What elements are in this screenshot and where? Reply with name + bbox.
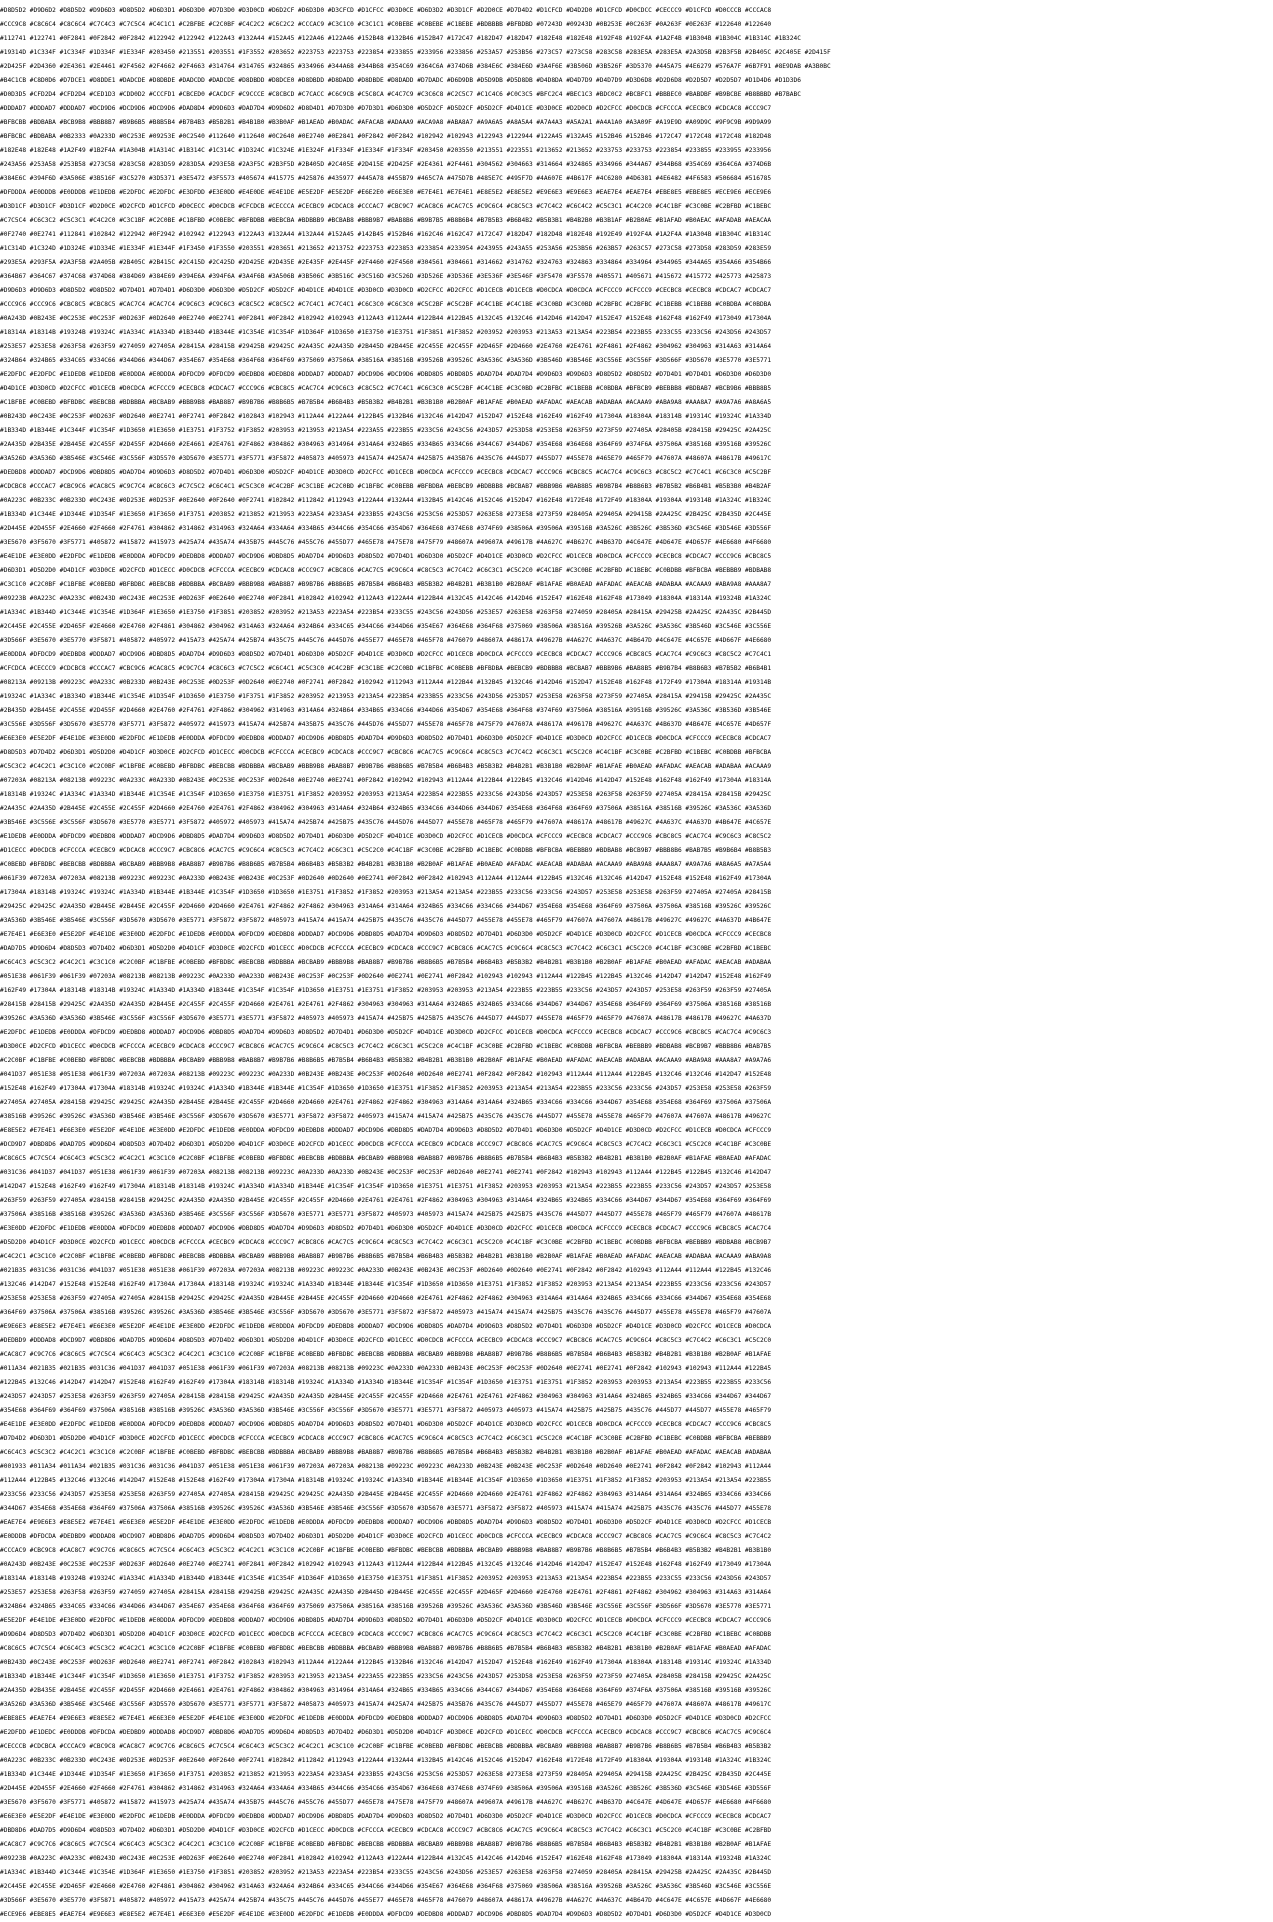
hex-line: #DCD9D7 #DBD8D6 #DAD7D5 #D9D6D4 #D8D5D3 #D7D4D2 #D6D3D1 #D5D2D0 #D4D1CF #D3D0CE #D2CFCD #D1CECC #D0CDCB #CFCCCA #CECBC9 #CDCAC8 #CCC9C7 #CBC8C6 #CAC7C5 #C9C6C4 #C8C5C3 #C7C4C2 #C6C3C1 #C5C2C0 #C4C1BF #C3C0BE [0,1141,772,1148]
hex-line: #07203A #08213A #08213B #09223C #0A233C #0A233D #0B243E #0C253E #0C253F #0D2640 #0E2740 #0E2741 #0F2842 #102942 #102943 #112A44 #122B44 #122B45 #132C46 #142D46 #142D47 #152E48 #162F48 #162F49 #17304A #18314A [0,777,772,784]
hex-line: #041D37 #051E38 #051E38 #061F39 #07203A #07203A #08213B #09223C #09223C #0A233D #0B243E #0B243E #0C253F #0D2640 #0D2640 #0E2741 #0F2842 #0F2842 #102943 #112A44 #112A44 #122B45 #132C46 #132C46 #142D47 #152E48 [0,1071,772,1078]
hex-line: #051E38 #061F39 #061F39 #07203A #08213B #08213B #09223C #0A233D #0A233D #0B243E #0C253F #0C253F #0D2640 #0E2741 #0E2741 #0F2842 #102943 #102943 #112A44 #122B45 #122B45 #132C46 #142D47 #142D47 #152E48 #162F49 [0,973,772,980]
hex-line: #D5D2D0 #D4D1CF #D3D0CE #D2CFCD #D1CECC #D0CDCB #CFCCCA #CECBC9 #CDCAC8 #CCC9C7 #CBC8C6 #CAC7C5 #C9C6C4 #C8C5C3 #C7C4C2 #C6C3C1 #C5C2C0 #C4C1BF #C3C0BE #C2BFBD #C1BEBC #C0BDBB #BFBCBA #BEBBB9 #BDBAB8 #BCB9B7 [0,1239,772,1246]
hex-line: #E6E3E0 #E5E2DF #E4E1DE #E3E0DD #E2DFDC #E1DEDB #E0DDDA #DFDCD9 #DEDBD8 #DDDAD7 #DCD9D6 #DBD8D5 #DAD7D4 #D9D6D3 #D8D5D2 #D7D4D1 #D6D3D0 #D5D2CF #D4D1CE #D3D0CD #D2CFCC #D1CECB #D0CDCA #CFCCC9 #CECBC8 #CDCAC7 [0,1813,772,1820]
hex-line: #09223B #0A223C #0A233C #0B243D #0C243E #0C253E #0D263F #0E2640 #0E2740 #0F2841 #102842 #102942 #112A43 #122A44 #122B44 #132C45 #142C46 #142D46 #152E47 #162E48 #162F48 #173049 #18304A #18314A #19324B #1A324C [0,1855,772,1862]
hex-line: #1C314D #1C324D #1D324E #1D334E #1E334F #1E344F #1F3450 #1F3550 #203551 #203651 #213652 #213752 #223753 #223853 #233854 #233954 #243955 #243A55 #253A56 #253B56 #263B57 #263C57 #273C58 #273D58 #283D59 #283E59 [0,245,772,252]
hex-line: #112741 #122741 #0F2841 #0F2842 #0F2842 #122942 #122942 #122A43 #132A44 #152A45 #122A46 #122A46 #152B48 #132B46 #152B47 #172C47 #182D47 #182D47 #182E48 #182E48 #192F48 #192F4A #1A2F4B #1B304B #1B304C #1B314C #1B324C [0,35,801,42]
hex-line: #EBE8E5 #EAE7E4 #E9E6E3 #E8E5E2 #E7E4E1 #E6E3E0 #E5E2DF #E4E1DE #E3E0DD #E2DFDC #E1DEDB #E0DDDA #DFDCD9 #DEDBD8 #DDDAD7 #DCD9D6 #DBD8D5 #DAD7D4 #D9D6D3 #D8D5D2 #D7D4D1 #D6D3D0 #D5D2CF #D4D1CE #D3D0CD #D2CFCC [0,1715,772,1722]
hex-line: #18314A #18314B #19324B #19324C #1A334C #1A334D #1B344D #1B344E #1C354E #1C354F #1D364F #1D3650 #1E3750 #1E3751 #1F3851 #1F3852 #203952 #203953 #213A53 #213A54 #223B54 #223B55 #233C55 #233C56 #243D56 #243D57 [0,329,772,336]
hex-line: #D1CECC #D0CDCB #CFCCCA #CECBC9 #CDCAC8 #CCC9C7 #CBC8C6 #CAC7C5 #C9C6C4 #C8C5C3 #C7C4C2 #C6C3C1 #C5C2C0 #C4C1BF #C3C0BE #C2BFBD #C1BEBC #C0BDBB #BFBCBA #BEBBB9 #BDBAB8 #BCB9B7 #BBB8B6 #BAB7B5 #B9B6B4 #B8B5B3 [0,847,772,854]
hex-line: #C4C2C1 #C3C1C0 #C2C0BF #C1BFBE #C0BEBD #BFBDBC #BEBCBB #BDBBBA #BCBAB9 #BBB9B8 #BAB8B7 #B9B7B6 #B8B6B5 #B7B5B4 #B6B4B3 #B5B3B2 #B4B2B1 #B3B1B0 #B2B0AF #B1AFAE #B0AEAD #AFADAC #AEACAB #ADABAA #ACAAA9 #ABA9A8 [0,1253,772,1260]
hex-line: #1B334D #1C344E #1D344E #1D354F #1E3650 #1F3650 #1F3751 #203852 #213852 #213953 #223A54 #233A54 #233B55 #243C56 #253C56 #253D57 #263E58 #273E58 #273F59 #28405A #29405A #29415B #2A425C #2B425C #2B435D #2C445E [0,1771,772,1778]
hex-line: #E1DEDB #E0DDDA #DFDCD9 #DEDBD8 #DDDAD7 #DCD9D6 #DBD8D5 #DAD7D4 #D9D6D3 #D8D5D2 #D7D4D1 #D6D3D0 #D5D2CF #D4D1CE #D3D0CD #D2CFCC #D1CECB #D0CDCA #CFCCC9 #CECBC8 #CDCAC7 #CCC9C6 #CBC8C5 #CAC7C4 #C9C6C3 #C8C5C2 [0,833,772,840]
hex-line: #243A56 #253A58 #253B58 #273C58 #283C58 #283D59 #283D5A #293E5B #2A3F5C #2B3F5D #2B405D #2C405E #2D415E #2D425F #2E4361 #2F4461 #304562 #304663 #314664 #324865 #334966 #344A67 #344B68 #354C69 #364C6A #374D6B [0,161,772,168]
hex-line: #C8C6C5 #C7C5C4 #C6C4C3 #C5C3C2 #C4C2C1 #C3C1C0 #C2C0BF #C1BFBE #C0BEBD #BFBDBC #BEBCBB #BDBBBA #BCBAB9 #BBB9B8 #BAB8B7 #B9B7B6 #B8B6B5 #B7B5B4 #B6B4B3 #B5B3B2 #B4B2B1 #B3B1B0 #B2B0AF #B1AFAE #B0AEAD #AFADAC [0,1645,772,1652]
hex-line: #344D67 #354E68 #354E68 #364F69 #37506A #37506A #38516B #39526C #39526C #3A536D #3B546E #3B546E #3C556F #3D5670 #3D5670 #3E5771 #3F5872 #3F5872 #405973 #415A74 #415A74 #425B75 #435C76 #435C76 #445D77 #455E78 [0,1505,772,1512]
hex-line: #D3D0CE #D2CFCD #D1CECC #D0CDCB #CFCCCA #CECBC9 #CDCAC8 #CCC9C7 #CBC8C6 #CAC7C5 #C9C6C4 #C8C5C3 #C7C4C2 #C6C3C1 #C5C2C0 #C4C1BF #C3C0BE #C2BFBD #C1BEBC #C0BDBB #BFBCBA #BEBBB9 #BDBAB8 #BCB9B7 #BBB8B6 #BAB7B5 [0,1043,772,1050]
hex-line: #324B64 #324B65 #334C65 #334C66 #344D66 #344D67 #354E67 #354E68 #364F68 #364F69 #375069 #37506A #38516A #38516B #39526B #39526C #3A536C #3A536D #3B546D #3B546E #3C556E #3C556F #3D566F #3D5670 #3E5770 #3E5771 [0,1603,772,1610]
hex-line: #E2DFDD #E1DEDC #E0DDDB #DFDCDA #DEDBD9 #DDDAD8 #DCD9D7 #DBD8D6 #DAD7D5 #D9D6D4 #D8D5D3 #D7D4D2 #D6D3D1 #D5D2D0 #D4D1CF #D3D0CE #D2CFCD #D1CECC #D0CDCB #CFCCCA #CECBC9 #CDCAC8 #CCC9C7 #CBC8C6 #CAC7C5 #C9C6C4 [0,1729,772,1736]
hex-line: #1A334C #1B344D #1C344E #1C354E #1D364F #1E3650 #1E3750 #1F3851 #203852 #203952 #213A53 #223A54 #223B54 #233C55 #243C56 #243D56 #253E57 #263E58 #263F58 #274059 #28405A #28415A #29425B #2A425C #2A435C #2B445D [0,609,772,616]
hex-line: #1A334C #1B344D #1C344E #1C354E #1D364F #1E3650 #1E3750 #1F3851 #203852 #203952 #213A53 #223A54 #223B54 #233C55 #243C56 #243D56 #253E57 #263E58 #263F58 #274059 #28405A #28415A #29425B #2A425C #2A435C #2B445D [0,1869,772,1876]
hex-line: #162F49 #17304A #18314B #18314B #19324C #1A334D #1A334D #1B344E #1C354F #1C354F #1D3650 #1E3751 #1E3751 #1F3852 #203953 #203953 #213A54 #223B55 #223B55 #233C56 #243D57 #243D57 #253E58 #263F59 #263F59 #27405A [0,987,772,994]
hex-line: #DEDBD9 #DDDAD8 #DCD9D7 #DBD8D6 #DAD7D5 #D9D6D4 #D8D5D3 #D7D4D2 #D6D3D1 #D5D2D0 #D4D1CF #D3D0CE #D2CFCD #D1CECC #D0CDCB #CFCCCA #CECBC9 #CDCAC8 #CCC9C7 #CBC8C6 #CAC7C5 #C9C6C4 #C8C5C3 #C7C4C2 #C6C3C1 #C5C2C0 [0,1337,772,1344]
hex-line: #C7C5C4 #C6C3C2 #C5C3C1 #C4C2C0 #C3C1BF #C2C0BE #C1BFBD #C0BEBC #BFBDBB #BEBCBA #BDBBB9 #BCBAB8 #BBB9B7 #BAB8B6 #B9B7B5 #B8B6B4 #B7B5B3 #B6B4B2 #B5B3B1 #B4B2B0 #B3B1AF #B2B0AE #B1AFAD #B0AEAC #AFADAB #AEACAA [0,217,772,224]
hex-line: #E9E6E3 #E8E5E2 #E7E4E1 #E6E3E0 #E5E2DF #E4E1DE #E3E0DD #E2DFDC #E1DEDB #E0DDDA #DFDCD9 #DEDBD8 #DDDAD7 #DCD9D6 #DBD8D5 #DAD7D4 #D9D6D3 #D8D5D2 #D7D4D1 #D6D3D0 #D5D2CF #D4D1CE #D3D0CD #D2CFCC #D1CECB #D0CDCA [0,1323,772,1330]
hex-line: #37506A #38516B #38516B #39526C #3A536D #3A536D #3B546E #3C556F #3C556F #3D5670 #3E5771 #3E5771 #3F5872 #405973 #405973 #415A74 #425B75 #425B75 #435C76 #445D77 #445D77 #455E78 #465F79 #465F79 #47607A #48617B [0,1211,772,1218]
hex-line: #182E48 #182E48 #1A2F49 #1B2F4A #1A304B #1A314C #1B314C #1C314C #1D324C #1C324E #1E324F #1F334F #1E334F #1F334F #203450 #203550 #213551 #223551 #213652 #213652 #233753 #233753 #223854 #233855 #233955 #233956 [0,147,772,154]
hex-line: #CCC9C6 #CCC9C6 #CBC8C5 #CBC8C5 #CAC7C4 #CAC7C4 #C9C6C3 #C9C6C3 #C8C5C2 #C8C5C2 #C7C4C1 #C7C4C1 #C6C3C0 #C6C3C0 #C5C2BF #C5C2BF #C4C1BE #C4C1BE #C3C0BD #C3C0BD #C2BFBC #C2BFBC #C1BEBB #C1BEBB #C0BDBA #C0BDBA [0,301,772,308]
hex-line: #1B334D #1B344E #1C344F #1C354F #1D3650 #1E3650 #1E3751 #1F3752 #1F3852 #203953 #213953 #213A54 #223A55 #223B55 #233C56 #243C56 #243D57 #253D58 #253E58 #263F59 #273F59 #27405A #28405B #28415B #29425C #2A425C [0,427,772,434]
hex-line: #1B334D #1C344E #1D344E #1D354F #1E3650 #1F3650 #1F3751 #203852 #213852 #213953 #223A54 #233A54 #233B55 #243C56 #253C56 #253D57 #263E58 #273E58 #273F59 #28405A #29405A #29415B #2A425C #2B425C #2B435D #2C445E [0,511,772,518]
hex-line: #1B334D #1B344E #1C344F #1C354F #1D3650 #1E3650 #1E3751 #1F3752 #1F3852 #203953 #213953 #213A54 #223A55 #223B55 #233C56 #243C56 #243D57 #253D58 #253E58 #263F59 #273F59 #27405A #28405B #28415B #29425C #2A425C [0,1673,772,1680]
hex-line: #18314A #18314B #19324B #19324C #1A334C #1A334D #1B344D #1B344E #1C354E #1C354F #1D364F #1D3650 #1E3750 #1E3751 #1F3851 #1F3852 #203952 #203953 #213A53 #213A54 #223B54 #223B55 #233C55 #233C56 #243D56 #243D57 [0,1575,772,1582]
hex-line: #DEDBD8 #DDDAD7 #DCD9D6 #DBD8D5 #DAD7D4 #D9D6D3 #D8D5D2 #D7D4D1 #D6D3D0 #D5D2CF #D4D1CE #D3D0CD #D2CFCC #D1CECB #D0CDCA #CFCCC9 #CECBC8 #CDCAC7 #CCC9C6 #CBC8C5 #CAC7C4 #C9C6C3 #C8C5C2 #C7C4C1 #C6C3C0 #C5C2BF [0,469,772,476]
hex-line: #021B35 #031C36 #031C36 #041D37 #051E38 #051E38 #061F39 #07203A #07203A #08213B #09223C #09223C #0A233D #0B243E #0B243E #0C253F #0D2640 #0D2640 #0E2741 #0F2842 #0F2842 #102943 #112A44 #112A44 #122B45 #132C46 [0,1267,772,1274]
hex-line: #3C556E #3D556F #3D5670 #3E5770 #3F5771 #3F5872 #405972 #415973 #415A74 #425B74 #435B75 #435C76 #445D76 #455D77 #455E78 #465F78 #475F79 #47607A #48617A #49617B #49627C #4A637C #4B637D #4B647E #4C657E #4D657F [0,721,772,728]
hex-line: #031C36 #041D37 #041D37 #051E38 #061F39 #061F39 #07203A #08213B #08213B #09223C #0A233D #0A233D #0B243E #0C253F #0C253F #0D2640 #0E2741 #0E2741 #0F2842 #102943 #102943 #112A44 #122B45 #122B45 #132C46 #142D47 [0,1169,772,1176]
hex-line: #CCCAC9 #CBC9C8 #CAC8C7 #C9C7C6 #C8C6C5 #C7C5C4 #C6C4C3 #C5C3C2 #C4C2C1 #C3C1C0 #C2C0BF #C1BFBE #C0BEBD #BFBDBC #BEBCBB #BDBBBA #BCBAB9 #BBB9B8 #BAB8B7 #B9B7B6 #B8B6B5 #B7B5B4 #B6B4B3 #B5B3B2 #B4B2B1 #B3B1B0 [0,1547,772,1554]
hex-line: #DDDAD7 #DDDAD7 #DDDAD7 #DCD9D6 #DCD9D6 #DCD9D6 #DAD8D4 #D9D6D3 #DAD7D4 #D9D6D2 #D8D4D1 #D7D3D0 #D7D3D1 #D6D3D0 #D5D2CF #D5D2CF #D5D2CF #D4D1CE #D3D0CE #D2D0CD #D2CFCC #D0CDCB #CFCCCA #CECBC9 #CDCAC8 #CCC9C7 [0,105,772,112]
hex-line: #243D57 #243D57 #253E58 #263F59 #263F59 #27405A #28415B #28415B #29425C #2A435D #2A435D #2B445E #2C455F #2C455F #2D4660 #2E4761 #2E4761 #2F4862 #304963 #304963 #314A64 #324B65 #324B65 #334C66 #344D67 #344D67 [0,1393,772,1400]
hex-line: #E4E1DE #E3E0DD #E2DFDC #E1DEDB #E0DDDA #DFDCD9 #DEDBD8 #DDDAD7 #DCD9D6 #DBD8D5 #DAD7D4 #D9D6D3 #D8D5D2 #D7D4D1 #D6D3D0 #D5D2CF #D4D1CE #D3D0CD #D2CFCC #D1CECB #D0CDCA #CFCCC9 #CECBC8 #CDCAC7 #CCC9C6 #CBC8C5 [0,1421,772,1428]
hex-line: #DBD8D6 #DAD7D5 #D9D6D4 #D8D5D3 #D7D4D2 #D6D3D1 #D5D2D0 #D4D1CF #D3D0CE #D2CFCD #D1CECC #D0CDCB #CFCCCA #CECBC9 #CDCAC8 #CCC9C7 #CBC8C6 #CAC7C5 #C9C6C4 #C8C5C3 #C7C4C2 #C6C3C1 #C5C2C0 #C4C1BF #C3C0BE #C2BFBD [0,1827,772,1834]
hex-line: #122B45 #132C46 #142D47 #142D47 #152E48 #162F49 #162F49 #17304A #18314B #18314B #19324C #1A334D #1A334D #1B344E #1C354F #1C354F #1D3650 #1E3751 #1E3751 #1F3852 #203953 #203953 #213A54 #223B55 #223B55 #233C56 [0,1379,772,1386]
hex-line: #253E57 #253E58 #263F58 #263F59 #274059 #27405A #28415A #28415B #29425B #29425C #2A435C #2A435D #2B445D #2B445E #2C455E #2C455F #2D465F #2D4660 #2E4760 #2E4761 #2F4861 #2F4862 #304962 #304963 #314A63 #314A64 [0,343,772,350]
hex-line: #19314D #1C334F #1C334F #1D334F #1E334F #203450 #213551 #203551 #1F3552 #203652 #223753 #223753 #223854 #233855 #233956 #233856 #253A57 #253B56 #273C57 #273C58 #283C58 #283E5A #283E5A #2A3D5B #2B3F5B #2B405C #2C405E #2D415F [0,49,831,56]
hex-line: #0B243D #0C243E #0C253F #0D263F #0D2640 #0E2741 #0F2741 #0F2842 #102843 #102943 #112A44 #122A44 #122B45 #132B46 #132C46 #142D47 #152D47 #152E48 #162E49 #162F49 #17304A #18304A #18314B #19314C #19324C #1A334D [0,413,772,420]
hex-line: #D8D5D3 #D7D4D2 #D6D3D1 #D5D2D0 #D4D1CF #D3D0CE #D2CFCD #D1CECC #D0CDCB #CFCCCA #CECBC9 #CDCAC8 #CCC9C7 #CBC8C6 #CAC7C5 #C9C6C4 #C8C5C3 #C7C4C2 #C6C3C1 #C5C2C0 #C4C1BF #C3C0BE #C2BFBD #C1BEBC #C0BDBB #BFBCBA [0,749,772,756]
hex-line: #C2C0BF #C1BFBE #C0BEBD #BFBDBC #BEBCBB #BDBBBA #BCBAB9 #BBB9B8 #BAB8B7 #B9B7B6 #B8B6B5 #B7B5B4 #B6B4B3 #B5B3B2 #B4B2B1 #B3B1B0 #B2B0AF #B1AFAE #B0AEAD #AFADAC #AEACAB #ADABAA #ACAAA9 #ABA9A8 #AAA8A7 #A9A7A6 [0,1057,772,1064]
hex-line: #DAD7D5 #D9D6D4 #D8D5D3 #D7D4D2 #D6D3D1 #D5D2D0 #D4D1CF #D3D0CE #D2CFCD #D1CECC #D0CDCB #CFCCCA #CECBC9 #CDCAC8 #CCC9C7 #CBC8C6 #CAC7C5 #C9C6C4 #C8C5C3 #C7C4C2 #C6C3C1 #C5C2C0 #C4C1BF #C3C0BE #C2BFBD #C1BEBC [0,945,772,952]
hex-line: #D3D1CF #D3D1CF #D3D1CF #D2D0CE #D2CFCD #D1CFCD #D0CECC #D0CDCB #CFCDCB #CECCCA #CECBC9 #CDCAC8 #CCCAC7 #CBC9C7 #CAC8C6 #CAC7C5 #C9C6C4 #C8C5C3 #C7C4C2 #C6C4C2 #C5C3C1 #C4C2C0 #C4C1BF #C3C0BE #C2BFBD #C1BEBC [0,203,772,210]
hex-line: #011A34 #021B35 #021B35 #031C36 #041D37 #041D37 #051E38 #061F39 #061F39 #07203A #08213B #08213B #09223C #0A233D #0A233D #0B243E #0C253F #0C253F #0D2640 #0E2741 #0E2741 #0F2842 #102943 #102943 #112A44 #122B45 [0,1365,772,1372]
hex-line: #D0D3D5 #CFD2D4 #CFD2D4 #CED1D3 #CDD0D2 #CCCFD1 #CBCED0 #CACDCF #C9CCCE #C8CBCD #C7CACC #C6C9CB #C5C8CA #C4C7C9 #C3C6C8 #C2C5C7 #C1C4C6 #C0C3C5 #BFC2C4 #BEC1C3 #BDC0C2 #BCBFC1 #BBBEC0 #BABDBF #B9BCBE #B8BBBD #B7BABC [0,91,801,98]
hex-line: #E8E5E2 #E7E4E1 #E6E3E0 #E5E2DF #E4E1DE #E3E0DD #E2DFDC #E1DEDB #E0DDDA #DFDCD9 #DEDBD8 #DDDAD7 #DCD9D6 #DBD8D5 #DAD7D4 #D9D6D3 #D8D5D2 #D7D4D1 #D6D3D0 #D5D2CF #D4D1CE #D3D0CD #D2CFCC #D1CECB #D0CDCA #CFCCC9 [0,1127,772,1134]
hex-line: #27405A #27405A #28415B #29425C #29425C #2A435D #2B445E #2B445E #2C455F #2D4660 #2D4660 #2E4761 #2F4862 #2F4862 #304963 #314A64 #314A64 #324B65 #334C66 #334C66 #344D67 #354E68 #354E68 #364F69 #37506A #37506A [0,1099,772,1106]
hex-line: #C6C4C3 #C5C3C2 #C4C2C1 #C3C1C0 #C2C0BF #C1BFBE #C0BEBD #BFBDBC #BEBCBB #BDBBBA #BCBAB9 #BBB9B8 #BAB8B7 #B9B7B6 #B8B6B5 #B7B5B4 #B6B4B3 #B5B3B2 #B4B2B1 #B3B1B0 #B2B0AF #B1AFAE #B0AEAD #AFADAC #AEACAB #ADABAA [0,1449,772,1456]
hex-line: #E3E0DD #E2DFDC #E1DEDB #E0DDDA #DFDCD9 #DEDBD8 #DDDAD7 #DCD9D6 #DBD8D5 #DAD7D4 #D9D6D3 #D8D5D2 #D7D4D1 #D6D3D0 #D5D2CF #D4D1CE #D3D0CD #D2CFCC #D1CECB #D0CDCA #CFCCC9 #CECBC8 #CDCAC7 #CCC9C6 #CBC8C5 #CAC7C4 [0,1225,772,1232]
hex-line: #CDCBC8 #CCCAC7 #CBC9C6 #CAC8C5 #C9C7C4 #C8C6C3 #C7C5C2 #C6C4C1 #C5C3C0 #C4C2BF #C3C1BE #C2C0BD #C1BFBC #C0BEBB #BFBDBA #BEBCB9 #BDBBB8 #BCBAB7 #BBB9B6 #BAB8B5 #B9B7B4 #B8B6B3 #B7B5B2 #B6B4B1 #B5B3B0 #B4B2AF [0,483,772,490]
hex-line: #ECE9E6 #EBE8E5 #EAE7E4 #E9E6E3 #E8E5E2 #E7E4E1 #E6E3E0 #E5E2DF #E4E1DE #E3E0DD #E2DFDC #E1DEDB #E0DDDA #DFDCD9 #DEDBD8 #DDDAD7 #DCD9D6 #DBD8D5 #DAD7D4 #D9D6D3 #D8D5D2 #D7D4D1 #D6D3D0 #D5D2CF #D4D1CE #D3D0CD [0,1911,772,1918]
hex-line: #E0DDDA #DFDCD9 #DEDBD8 #DDDAD7 #DCD9D6 #DBD8D5 #DAD7D4 #D9D6D3 #D8D5D2 #D7D4D1 #D6D3D0 #D5D2CF #D4D1CE #D3D0CD #D2CFCC #D1CECB #D0CDCA #CFCCC9 #CECBC8 #CDCAC7 #CCC9C6 #CBC8C5 #CAC7C4 #C9C6C3 #C8C5C2 #C7C4C1 [0,651,772,658]
hex-line: #364F69 #37506A #37506A #38516B #39526C #39526C #3A536D #3B546E #3B546E #3C556F #3D5670 #3D5670 #3E5771 #3F5872 #3F5872 #405973 #415A74 #415A74 #425B75 #435C76 #435C76 #445D77 #455E78 #455E78 #465F79 #47607A [0,1309,772,1316]
hex-line: #3A536D #3B546E #3B546E #3C556F #3D5670 #3D5670 #3E5771 #3F5872 #3F5872 #405973 #415A74 #415A74 #425B75 #435C76 #435C76 #445D77 #455E78 #455E78 #465F79 #47607A #47607A #48617B #49627C #49627C #4A637D #4B647E [0,917,772,924]
hex-line: #E6E3E0 #E5E2DF #E4E1DE #E3E0DD #E2DFDC #E1DEDB #E0DDDA #DFDCD9 #DEDBD8 #DDDAD7 #DCD9D6 #DBD8D5 #DAD7D4 #D9D6D3 #D8D5D2 #D7D4D1 #D6D3D0 #D5D2CF #D4D1CE #D3D0CD #D2CFCC #D1CECB #D0CDCA #CFCCC9 #CECBC8 #CDCAC7 [0,735,772,742]
hex-line: #2D445E #2D455F #2E4660 #2F4660 #2F4761 #304862 #314862 #314963 #324A64 #334A64 #334B65 #344C66 #354C66 #354D67 #364E68 #374E68 #374F69 #38506A #39506A #39516B #3A526C #3B526C #3B536D #3C546E #3D546E #3D556F [0,1785,772,1792]
hex-line: #EAE7E4 #E9E6E3 #E8E5E2 #E7E4E1 #E6E3E0 #E5E2DF #E4E1DE #E3E0DD #E2DFDC #E1DEDB #E0DDDA #DFDCD9 #DEDBD8 #DDDAD7 #DCD9D6 #DBD8D5 #DAD7D4 #D9D6D3 #D8D5D2 #D7D4D1 #D6D3D0 #D5D2CF #D4D1CE #D3D0CD #D2CFCC #D1CECB [0,1519,772,1526]
hex-line: #C6C4C3 #C5C3C2 #C4C2C1 #C3C1C0 #C2C0BF #C1BFBE #C0BEBD #BFBDBC #BEBCBB #BDBBBA #BCBAB9 #BBB9B8 #BAB8B7 #B9B7B6 #B8B6B5 #B7B5B4 #B6B4B3 #B5B3B2 #B4B2B1 #B3B1B0 #B2B0AF #B1AFAE #B0AEAD #AFADAC #AEACAB #ADABAA [0,959,772,966]
hex-line: #152E48 #162F49 #17304A #17304A #18314B #19324C #19324C #1A334D #1B344E #1B344E #1C354F #1D3650 #1D3650 #1E3751 #1F3852 #1F3852 #203953 #213A54 #213A54 #223B55 #233C56 #233C56 #243D57 #253E58 #253E58 #263F59 [0,1085,772,1092]
hex-line: #08213A #09213B #09223C #0A233C #0B233D #0B243E #0C253E #0D253F #0D2640 #0E2740 #0F2741 #0F2842 #102942 #112943 #112A44 #122B44 #132B45 #132C46 #142D46 #152D47 #152E48 #162F48 #172F49 #17304A #18314A #19314B [0,679,772,686]
hex-line: #0B243D #0C243E #0C253F #0D263F #0D2640 #0E2741 #0F2741 #0F2842 #102843 #102943 #112A44 #122A44 #122B45 #132B46 #132C46 #142D47 #152D47 #152E48 #162E49 #162F49 #17304A #18304A #18314B #19314C #19324C #1A334D [0,1659,772,1666]
hex-line: #2B435D #2B445E #2C455E #2D455F #2D4660 #2E4760 #2F4761 #2F4862 #304962 #314963 #314A64 #324B64 #334B65 #334C66 #344D66 #354D67 #354E68 #364F68 #374F69 #37506A #38516A #39516B #39526C #3A536C #3B536D #3B546E [0,707,772,714]
hex-line: #3E5670 #3F5670 #3F5771 #405872 #415872 #415973 #425A74 #435A74 #435B75 #445C76 #455C76 #455D77 #465E78 #475E78 #475F79 #48607A #49607A #49617B #4A627C #4B627C #4B637D #4C647E #4D647E #4D657F #4E6680 #4F6680 [0,1799,772,1806]
hex-line: #CECCCB #CDCBCA #CCCAC9 #CBC9C8 #CAC8C7 #C9C7C6 #C8C6C5 #C7C5C4 #C6C4C3 #C5C3C2 #C4C2C1 #C3C1C0 #C2C0BF #C1BFBE #C0BEBD #BFBDBC #BEBCBB #BDBBBA #BCBAB9 #BBB9B8 #BAB8B7 #B9B7B6 #B8B6B5 #B7B5B4 #B6B4B3 #B5B3B2 [0,1743,772,1750]
hex-line: #001933 #011A34 #011A34 #021B35 #031C36 #031C36 #041D37 #051E38 #051E38 #061F39 #07203A #07203A #08213B #09223C #09223C #0A233D #0B243E #0B243E #0C253F #0D2640 #0D2640 #0E2741 #0F2842 #0F2842 #102943 #112A44 [0,1463,772,1470]
hex-line: #2A435D #2B435E #2B445E #2C455F #2D455F #2D4660 #2E4661 #2E4761 #2F4862 #304862 #304963 #314964 #314A64 #324B65 #334B65 #334C66 #344C67 #344D67 #354E68 #364E68 #364F69 #374F6A #37506A #38516B #39516B #39526C [0,1687,772,1694]
hex-line: #233C56 #233C56 #243D57 #253E58 #253E58 #263F59 #27405A #27405A #28415B #29425C #29425C #2A435D #2B445E #2B445E #2C455F #2D4660 #2D4660 #2E4761 #2F4862 #2F4862 #304963 #314A64 #314A64 #324B65 #334C66 #334C66 [0,1491,772,1498]
hex-line: #D4D1CE #D3D0CD #D2CFCC #D1CECB #D0CDCA #CFCCC9 #CECBC8 #CDCAC7 #CCC9C6 #CBC8C5 #CAC7C4 #C9C6C3 #C8C5C2 #C7C4C1 #C6C3C0 #C5C2BF #C4C1BE #C3C0BD #C2BFBC #C1BEBB #C0BDBA #BFBCB9 #BEBBB8 #BDBAB7 #BCB9B6 #BBB8B5 [0,385,772,392]
hex-line: #CAC8C7 #C9C7C6 #C8C6C5 #C7C5C4 #C6C4C3 #C5C3C2 #C4C2C1 #C3C1C0 #C2C0BF #C1BFBE #C0BEBD #BFBDBC #BEBCBB #BDBBBA #BCBAB9 #BBB9B8 #BAB8B7 #B9B7B6 #B8B6B5 #B7B5B4 #B6B4B3 #B5B3B2 #B4B2B1 #B3B1B0 #B2B0AF #B1AFAE [0,1351,772,1358]
hex-line: #263F59 #263F59 #27405A #28415B #28415B #29425C #2A435D #2A435D #2B445E #2C455F #2C455F #2D4660 #2E4761 #2E4761 #2F4862 #304963 #304963 #314A64 #324B65 #324B65 #334C66 #344D67 #344D67 #354E68 #364F69 #364F69 [0,1197,772,1204]
hex-line: #BFBCBB #BDBABA #BCB9B8 #BBB8B7 #B9B6B5 #B8B5B4 #B7B4B3 #B5B2B1 #B4B1B0 #B3B0AF #B1AEAD #B0ADAC #AFACAB #ADAAA9 #ACA9A8 #ABA8A7 #A9A6A5 #A8A5A4 #A7A4A3 #A5A2A1 #A4A1A0 #A3A09F #A19E9D #A09D9C #9F9C9B #9D9A99 [0,119,772,126]
hex-line: #3D566F #3E5670 #3E5770 #3F5871 #405872 #405972 #415A73 #425A74 #425B74 #435C75 #445C76 #445D76 #455E77 #465E78 #465F78 #476079 #48607A #48617A #49627B #4A627C #4A637C #4B647D #4C647E #4C657E #4D667F #4E6680 [0,637,772,644]
hex-line: #2A435C #2A435D #2B445E #2C455E #2C455F #2D4660 #2E4760 #2E4761 #2F4862 #304962 #304963 #314A64 #324B64 #324B65 #334C66 #344D66 #344D67 #354E68 #364F68 #364F69 #37506A #38516A #38516B #39526C #3A536C #3A536D [0,805,772,812]
hex-line: #CCC9C8 #C8C6C4 #C8C6C4 #C7C4C3 #C7C5C4 #C4C1C1 #C2BFBE #C2C0BF #C4C2C2 #C6C2C2 #CCCAC9 #C3C1C0 #C3C1C1 #C0BEBE #C0BEBE #C1BEBE #BDBBBB #BFBDBD #07243D #09243D #0B253E #0C263F #0A263F #0E263F #122640 #122640 [0,21,772,28]
hex-line: #E2DFDC #E1DEDB #E0DDDA #DFDCD9 #DEDBD8 #DDDAD7 #DCD9D6 #DBD8D5 #DAD7D4 #D9D6D3 #D8D5D2 #D7D4D1 #D6D3D0 #D5D2CF #D4D1CE #D3D0CD #D2CFCC #D1CECB #D0CDCA #CFCCC9 #CECBC8 #CDCAC7 #CCC9C6 #CBC8C5 #CAC7C4 #C9C6C3 [0,1029,772,1036]
hex-line: #D6D3D1 #D5D2D0 #D4D1CF #D3D0CE #D2CFCD #D1CECC #D0CDCB #CFCCCA #CECBC9 #CDCAC8 #CCC9C7 #CBC8C6 #CAC7C5 #C9C6C4 #C8C5C3 #C7C4C2 #C6C3C1 #C5C2C0 #C4C1BF #C3C0BE #C2BFBD #C1BEBC #C0BDBB #BFBCBA #BEBBB9 #BDBAB8 [0,567,772,574]
hex-line: #2C445E #2C455E #2D465F #2E4660 #2E4760 #2F4861 #304862 #304962 #314A63 #324A64 #324B64 #334C65 #344C66 #344D66 #354E67 #364E68 #364F68 #375069 #38506A #38516A #39526B #3A526C #3A536C #3B546D #3C546E #3C556E [0,623,772,630]
hex-line: #0F2740 #0E2741 #112841 #102842 #122942 #0F2942 #102942 #122943 #122A43 #132A44 #132A44 #152A45 #142B45 #152B46 #162C46 #162C47 #172C47 #182D47 #182D48 #182E48 #192E49 #192F4A #1A2F4A #1A304B #1B304C #1B314C [0,231,772,238]
hex-line: #E0DDDB #DFDCDA #DEDBD9 #DDDAD8 #DCD9D7 #DBD8D6 #DAD7D5 #D9D6D4 #D8D5D3 #D7D4D2 #D6D3D1 #D5D2D0 #D4D1CF #D3D0CE #D2CFCD #D1CECC #D0CDCB #CFCCCA #CECBC9 #CDCAC8 #CCC9C7 #CBC8C6 #CAC7C5 #C9C6C4 #C8C5C3 #C7C4C2 [0,1533,772,1540]
hex-line: #E5E2DF #E4E1DE #E3E0DD #E2DFDC #E1DEDB #E0DDDA #DFDCD9 #DEDBD8 #DDDAD7 #DCD9D6 #DBD8D5 #DAD7D4 #D9D6D3 #D8D5D2 #D7D4D1 #D6D3D0 #D5D2CF #D4D1CE #D3D0CD #D2CFCC #D1CECB #D0CDCA #CFCCC9 #CECBC8 #CDCAC7 #CCC9C6 [0,1617,772,1624]
hex-line: #2D425F #2D4360 #2E4361 #2E4461 #2F4562 #2F4662 #2F4663 #314764 #314765 #324865 #334966 #344A68 #344B68 #354C69 #364C6A #374D6B #384E6C #384E6D #3A4F6E #3B506D #3B526F #3D5370 #445A75 #4E6279 #576A7F #6B7F91 #8E9DAB #A3B0BC [0,63,831,70]
hex-line: #19324C #1A334C #1B334D #1B344E #1C354E #1D354F #1D3650 #1E3750 #1F3751 #1F3852 #203952 #213953 #213A54 #223B54 #233B55 #233C56 #243D56 #253D57 #253E58 #263F58 #273F59 #27405A #28415A #29415B #29425C #2A435C [0,693,772,700]
hex-line: #B4C1CB #C8D0D6 #D7DCE1 #D8DDE1 #DADCDE #D8DBDE #DADCDD #DADCDE #D8DBDD #D8DCE0 #D8DBDD #D8DADD #D8DBDE #D8DADD #D7DADC #D6D9DB #D5D9DB #D5D8DB #D4D8DA #D4D7D9 #D4D7D9 #D3D6D8 #D2D6D8 #D2D5D7 #D2D5D7 #D1D4D6 #D1D3D6 [0,77,801,84]
hex-line: #3D566F #3E5670 #3E5770 #3F5871 #405872 #405972 #415A73 #425A74 #425B74 #435C75 #445C76 #445D76 #455E77 #465E78 #465F78 #476079 #48607A #48617A #49627B #4A627C #4A637C #4B647D #4C647E #4C657E #4D667F #4E6680 [0,1897,772,1904]
hex-line: #C3C1C0 #C2C0BF #C1BFBE #C0BEBD #BFBDBC #BEBCBB #BDBBBA #BCBAB9 #BBB9B8 #BAB8B7 #B9B7B6 #B8B6B5 #B7B5B4 #B6B4B3 #B5B3B2 #B4B2B1 #B3B1B0 #B2B0AF #B1AFAE #B0AEAD #AFADAC #AEACAB #ADABAA #ACAAA9 #ABA9A8 #AAA8A7 [0,581,772,588]
hex-line: #D8D5D2 #D9D6D2 #D8D5D2 #D9D6D3 #D8D5D2 #D6D3D1 #D6D3D0 #D7D3D0 #D3D0CD #D6D2CF #D6D3D0 #D3CFCD #D1CFCC #D3D0CE #D6D3D2 #D3D1CF #D2D0CE #D7D4D2 #D1CFCD #D4D2D0 #D1CFCD #D0CDCC #CECCC9 #D1CFCD #D0CCCB #CCCAC8 [0,7,772,14]
hex-line: #3B546E #3C556E #3C556F #3D5670 #3E5770 #3E5771 #3F5872 #405972 #405973 #415A74 #425B74 #425B75 #435C76 #445D76 #445D77 #455E78 #465F78 #465F79 #47607A #48617A #48617B #49627C #4A637C #4A637D #4B647E #4C657E [0,819,772,826]
hex-line: #2C445E #2C455E #2D465F #2E4660 #2E4760 #2F4861 #304862 #304962 #314A63 #324A64 #324B64 #334C65 #344C66 #344D66 #354E67 #364E68 #364F68 #375069 #38506A #38516A #39526B #3A526C #3A536C #3B546D #3C546E #3C556E [0,1883,772,1890]
hex-line: #39526C #3A536D #3A536D #3B546E #3C556F #3C556F #3D5670 #3E5771 #3E5771 #3F5872 #405973 #405973 #415A74 #425B75 #425B75 #435C76 #445D77 #445D77 #455E78 #465F79 #465F79 #47607A #48617B #48617B #49627C #4A637D [0,1015,772,1022]
hex-line: #293E5A #293F5A #2A3F5B #2A405B #2B405C #2B415C #2C415D #2C425D #2D425E #2D435E #2E435F #2E445F #2F4460 #2F4560 #304561 #304661 #314662 #314762 #324763 #324863 #334864 #334964 #344965 #344A65 #354A66 #354B66 [0,259,772,266]
hex-line: #253E57 #253E58 #263F58 #263F59 #274059 #27405A #28415A #28415B #29425B #29425C #2A435C #2A435D #2B445D #2B445E #2C455E #2C455F #2D465F #2D4660 #2E4760 #2E4761 #2F4861 #2F4862 #304962 #304963 #314A63 #314A64 [0,1589,772,1596]
hex-line: #112A44 #122B45 #132C46 #132C46 #142D47 #152E48 #152E48 #162F49 #17304A #17304A #18314B #19324C #19324C #1A334D #1B344E #1B344E #1C354F #1D3650 #1D3650 #1E3751 #1F3852 #1F3852 #203953 #213A54 #213A54 #223B55 [0,1477,772,1484]
hex-line: #142D47 #152E48 #162F49 #162F49 #17304A #18314B #18314B #19324C #1A334D #1A334D #1B344E #1C354F #1C354F #1D3650 #1E3751 #1E3751 #1F3852 #203953 #203953 #213A54 #223B55 #223B55 #233C56 #243D57 #243D57 #253E58 [0,1183,772,1190]
hex-line: #324B64 #324B65 #334C65 #334C66 #344D66 #344D67 #354E67 #354E68 #364F68 #364F69 #375069 #37506A #38516A #38516B #39526B #39526C #3A536C #3A536D #3B546D #3B546E #3C556E #3C556F #3D566F #3D5670 #3E5770 #3E5771 [0,357,772,364]
hex-line: #384E6C #394F6D #3A506E #3B516F #3C5270 #3D5371 #3E5472 #3F5573 #405674 #415775 #425876 #435977 #445A78 #455B79 #465C7A #475D7B #485E7C #495F7D #4A607E #4B617F #4C6280 #4D6381 #4E6482 #4F6583 #506684 #516785 [0,175,772,182]
hex-line: #C0BEBD #BFBDBC #BEBCBB #BDBBBA #BCBAB9 #BBB9B8 #BAB8B7 #B9B7B6 #B8B6B5 #B7B5B4 #B6B4B3 #B5B3B2 #B4B2B1 #B3B1B0 #B2B0AF #B1AFAE #B0AEAD #AFADAC #AEACAB #ADABAA #ACAAA9 #ABA9A8 #AAA8A7 #A9A7A6 #A8A6A5 #A7A5A4 [0,861,772,868]
hex-line: #18314B #19324C #1A334C #1A334D #1B344E #1C354E #1C354F #1D3650 #1E3750 #1E3751 #1F3852 #203952 #203953 #213A54 #223B54 #223B55 #233C56 #243D56 #243D57 #253E58 #263F58 #263F59 #27405A #28415A #28415B #29425C [0,791,772,798]
hex-line: #2D445E #2D455F #2E4660 #2F4660 #2F4761 #304862 #314862 #314963 #324A64 #334A64 #334B65 #344C66 #354C66 #354D67 #364E68 #374E68 #374F69 #38506A #39506A #39516B #3A526C #3B526C #3B536D #3C546E #3D546E #3D556F [0,525,772,532]
hex-line: #253E58 #253E58 #263F59 #27405A #27405A #28415B #29425C #29425C #2A435D #2B445E #2B445E #2C455F #2D4660 #2D4660 #2E4761 #2F4862 #2F4862 #304963 #314A64 #314A64 #324B65 #334C66 #334C66 #344D67 #354E68 #354E68 [0,1295,772,1302]
hex-line: #D7D4D2 #D6D3D1 #D5D2D0 #D4D1CF #D3D0CE #D2CFCD #D1CECC #D0CDCB #CFCCCA #CECBC9 #CDCAC8 #CCC9C7 #CBC8C6 #CAC7C5 #C9C6C4 #C8C5C3 #C7C4C2 #C6C3C1 #C5C2C0 #C4C1BF #C3C0BE #C2BFBD #C1BEBC #C0BDBB #BFBCBA #BEBBB9 [0,1435,772,1442]
hex-line: #38516B #39526C #39526C #3A536D #3B546E #3B546E #3C556F #3D5670 #3D5670 #3E5771 #3F5872 #3F5872 #405973 #415A74 #415A74 #425B75 #435C76 #435C76 #445D77 #455E78 #455E78 #465F79 #47607A #47607A #48617B #49627C [0,1113,772,1120]
hex-line: #DFDDDA #E0DDDB #E0DDDB #E1DEDB #E2DFDC #E2DFDC #E3DFDD #E3E0DD #E4E0DE #E4E1DE #E5E2DF #E5E2DF #E6E2E0 #E6E3E0 #E7E4E1 #E7E4E1 #E8E5E2 #E8E5E2 #E9E6E3 #E9E6E3 #EAE7E4 #EAE7E4 #EBE8E5 #EBE8E5 #ECE9E6 #ECE9E6 [0,189,772,196]
hex-line: #132C46 #142D47 #152E48 #152E48 #162F49 #17304A #17304A #18314B #19324C #19324C #1A334D #1B344E #1B344E #1C354F #1D3650 #1D3650 #1E3751 #1F3852 #1F3852 #203953 #213A54 #213A54 #223B55 #233C56 #233C56 #243D57 [0,1281,772,1288]
hex-line: #0A223C #0B233C #0B233D #0C243E #0D253E #0D253F #0E2640 #0F2640 #0F2741 #102842 #112842 #112943 #122A44 #132A44 #132B45 #142C46 #152C46 #152D47 #162E48 #172E48 #172F49 #18304A #19304A #19314B #1A324C #1B324C [0,497,772,504]
hex-line: #CFCDCA #CECCC9 #CDCBC8 #CCCAC7 #CBC9C6 #CAC8C5 #C9C7C4 #C8C6C3 #C7C5C2 #C6C4C1 #C5C3C0 #C4C2BF #C3C1BE #C2C0BD #C1BFBC #C0BEBB #BFBDBA #BEBCB9 #BDBBB8 #BCBAB7 #BBB9B6 #BAB8B5 #B9B7B4 #B8B6B3 #B7B5B2 #B6B4B1 [0,665,772,672]
hex-line: #0A223C #0B233C #0B233D #0C243E #0D253E #0D253F #0E2640 #0F2640 #0F2741 #102842 #112842 #112943 #122A44 #132A44 #132B45 #142C46 #152C46 #152D47 #162E48 #172E48 #172F49 #18304A #19304A #19314B #1A324C #1B324C [0,1757,772,1764]
hex-line: #29425C #29425C #2A435D #2B445E #2B445E #2C455F #2D4660 #2D4660 #2E4761 #2F4862 #2F4862 #304963 #314A64 #314A64 #324B65 #334C66 #334C66 #344D67 #354E68 #354E68 #364F69 #37506A #37506A #38516B #39526C #39526C [0,903,772,910]
hex-line: #0A243D #0B243E #0C253E #0C253F #0D263F #0D2640 #0E2740 #0E2741 #0F2841 #0F2842 #102942 #102943 #112A43 #112A44 #122B44 #122B45 #132C45 #132C46 #142D46 #142D47 #152E47 #152E48 #162F48 #162F49 #173049 #17304A [0,1561,772,1568]
hex-line: #17304A #18314B #19324C #19324C #1A334D #1B344E #1B344E #1C354F #1D3650 #1D3650 #1E3751 #1F3852 #1F3852 #203953 #213A54 #213A54 #223B55 #233C56 #233C56 #243D57 #253E58 #253E58 #263F59 #27405A #27405A #28415B [0,889,772,896]
hex-line: #BFBCBC #BDBABA #0B2333 #0A233D #0C253E #09253E #0C2540 #112640 #112640 #0C2640 #0E2740 #0E2841 #0F2842 #0F2842 #102942 #102943 #122943 #122944 #122A45 #132A45 #152B46 #152B46 #172C47 #172C48 #172C48 #182D48 [0,133,772,140]
hex-line: #CAC8C7 #C9C7C6 #C8C6C5 #C7C5C4 #C6C4C3 #C5C3C2 #C4C2C1 #C3C1C0 #C2C0BF #C1BFBE #C0BEBD #BFBDBC #BEBCBB #BDBBBA #BCBAB9 #BBB9B8 #BAB8B7 #B9B7B6 #B8B6B5 #B7B5B4 #B6B4B3 #B5B3B2 #B4B2B1 #B3B1B0 #B2B0AF #B1AFAE [0,1841,772,1848]
hex-line: #C5C3C2 #C4C2C1 #C3C1C0 #C2C0BF #C1BFBE #C0BEBD #BFBDBC #BEBCBB #BDBBBA #BCBAB9 #BBB9B8 #BAB8B7 #B9B7B6 #B8B6B5 #B7B5B4 #B6B4B3 #B5B3B2 #B4B2B1 #B3B1B0 #B2B0AF #B1AFAE #B0AEAD #AFADAC #AEACAB #ADABAA #ACAAA9 [0,763,772,770]
hex-line: #2A435D #2B435E #2B445E #2C455F #2D455F #2D4660 #2E4661 #2E4761 #2F4862 #304862 #304963 #314964 #314A64 #324B65 #334B65 #334C66 #344C67 #344D67 #354E68 #364E68 #364F69 #374F6A #37506A #38516B #39516B #39526C [0,441,772,448]
hex-line: #0A243D #0B243E #0C253E #0C253F #0D263F #0D2640 #0E2740 #0E2741 #0F2841 #0F2842 #102942 #102943 #112A43 #112A44 #122B44 #122B45 #132C45 #132C46 #142D46 #142D47 #152E47 #152E48 #162F48 #162F49 #173049 #17304A [0,315,772,322]
hex-line: #D9D6D3 #D9D6D3 #D8D5D2 #D8D5D2 #D7D4D1 #D7D4D1 #D6D3D0 #D6D3D0 #D5D2CF #D5D2CF #D4D1CE #D4D1CE #D3D0CD #D3D0CD #D2CFCC #D2CFCC #D1CECB #D1CECB #D0CDCA #D0CDCA #CFCCC9 #CFCCC9 #CECBC8 #CECBC8 #CDCAC7 #CDCAC7 [0,287,772,294]
hex-line: #3A526D #3A536D #3B546E #3C546E #3C556F #3D5570 #3D5670 #3E5771 #3F5771 #3F5872 #405873 #405973 #415A74 #425A74 #425B75 #435B76 #435C76 #445D77 #455D77 #455E78 #465E79 #465F79 #47607A #48607A #48617B #49617C [0,455,772,462]
hex-line: #3A526D #3A536D #3B546E #3C546E #3C556F #3D5570 #3D5670 #3E5771 #3F5771 #3F5872 #405873 #405973 #415A74 #425A74 #425B75 #435B76 #435C76 #445D77 #455D77 #455E78 #465E79 #465F79 #47607A #48607A #48617B #49617C [0,1701,772,1708]
hex-line: #061F39 #07203A #07203A #08213B #09223C #09223C #0A233D #0B243E #0B243E #0C253F #0D2640 #0D2640 #0E2741 #0F2842 #0F2842 #102943 #112A44 #112A44 #122B45 #132C46 #132C46 #142D47 #152E48 #152E48 #162F49 #17304A [0,875,772,882]
hex-line: #E7E4E1 #E6E3E0 #E5E2DF #E4E1DE #E3E0DD #E2DFDC #E1DEDB #E0DDDA #DFDCD9 #DEDBD8 #DDDAD7 #DCD9D6 #DBD8D5 #DAD7D4 #D9D6D3 #D8D5D2 #D7D4D1 #D6D3D0 #D5D2CF #D4D1CE #D3D0CD #D2CFCC #D1CECB #D0CDCA #CFCCC9 #CECBC8 [0,931,772,938]
hex-line: #E2DFDC #E2DFDC #E1DEDB #E1DEDB #E0DDDA #E0DDDA #DFDCD9 #DFDCD9 #DEDBD8 #DEDBD8 #DDDAD7 #DDDAD7 #DCD9D6 #DCD9D6 #DBD8D5 #DBD8D5 #DAD7D4 #DAD7D4 #D9D6D3 #D9D6D3 #D8D5D2 #D8D5D2 #D7D4D1 #D7D4D1 #D6D3D0 #D6D3D0 [0,371,772,378]
hex-line: #364B67 #364C67 #374C68 #374D68 #384D69 #384E69 #394E6A #394F6A #3A4F6B #3A506B #3B506C #3B516C #3C516D #3C526D #3D526E #3D536E #3E536F #3E546F #3F5470 #3F5570 #405571 #405671 #415672 #415772 #425773 #425873 [0,273,772,280]
hex-line: #3E5670 #3F5670 #3F5771 #405872 #415872 #415973 #425A74 #435A74 #435B75 #445C76 #455C76 #455D77 #465E78 #475E78 #475F79 #48607A #49607A #49617B #4A627C #4B627C #4B637D #4C647E #4D647E #4D657F #4E6680 #4F6680 [0,539,772,546]
hex-line: #D9D6D4 #D8D5D3 #D7D4D2 #D6D3D1 #D5D2D0 #D4D1CF #D3D0CE #D2CFCD #D1CECC #D0CDCB #CFCCCA #CECBC9 #CDCAC8 #CCC9C7 #CBC8C6 #CAC7C5 #C9C6C4 #C8C5C3 #C7C4C2 #C6C3C1 #C5C2C0 #C4C1BF #C3C0BE #C2BFBD #C1BEBC #C0BDBB [0,1631,772,1638]
hex-line: #28415B #28415B #29425C #2A435D #2A435D #2B445E #2C455F #2C455F #2D4660 #2E4761 #2E4761 #2F4862 #304963 #304963 #314A64 #324B65 #324B65 #334C66 #344D67 #344D67 #354E68 #364F69 #364F69 #37506A #38516B #38516B [0,1001,772,1008]
hex-line: #C8C6C5 #C7C5C4 #C6C4C3 #C5C3C2 #C4C2C1 #C3C1C0 #C2C0BF #C1BFBE #C0BEBD #BFBDBC #BEBCBB #BDBBBA #BCBAB9 #BBB9B8 #BAB8B7 #B9B7B6 #B8B6B5 #B7B5B4 #B6B4B3 #B5B3B2 #B4B2B1 #B3B1B0 #B2B0AF #B1AFAE #B0AEAD #AFADAC [0,1155,772,1162]
hex-line: #09223B #0A223C #0A233C #0B243D #0C243E #0C253E #0D263F #0E2640 #0E2740 #0F2841 #102842 #102942 #112A43 #122A44 #122B44 #132C45 #142C46 #142D46 #152E47 #162E48 #162F48 #173049 #18304A #18314A #19324B #1A324C [0,595,772,602]
hex-line: #354E68 #364F69 #364F69 #37506A #38516B #38516B #39526C #3A536D #3A536D #3B546E #3C556F #3C556F #3D5670 #3E5771 #3E5771 #3F5872 #405973 #405973 #415A74 #425B75 #425B75 #435C76 #445D77 #445D77 #455E78 #465F79 [0,1407,772,1414]
hex-line: #E4E1DE #E3E0DD #E2DFDC #E1DEDB #E0DDDA #DFDCD9 #DEDBD8 #DDDAD7 #DCD9D6 #DBD8D5 #DAD7D4 #D9D6D3 #D8D5D2 #D7D4D1 #D6D3D0 #D5D2CF #D4D1CE #D3D0CD #D2CFCC #D1CECB #D0CDCA #CFCCC9 #CECBC8 #CDCAC7 #CCC9C6 #CBC8C5 [0,553,772,560]
hex-line: #C1BFBE #C0BEBD #BFBDBC #BEBCBB #BDBBBA #BCBAB9 #BBB9B8 #BAB8B7 #B9B7B6 #B8B6B5 #B7B5B4 #B6B4B3 #B5B3B2 #B4B2B1 #B3B1B0 #B2B0AF #B1AFAE #B0AEAD #AFADAC #AEACAB #ADABAA #ACAAA9 #ABA9A8 #AAA8A7 #A9A7A6 #A8A6A5 [0,399,772,406]
